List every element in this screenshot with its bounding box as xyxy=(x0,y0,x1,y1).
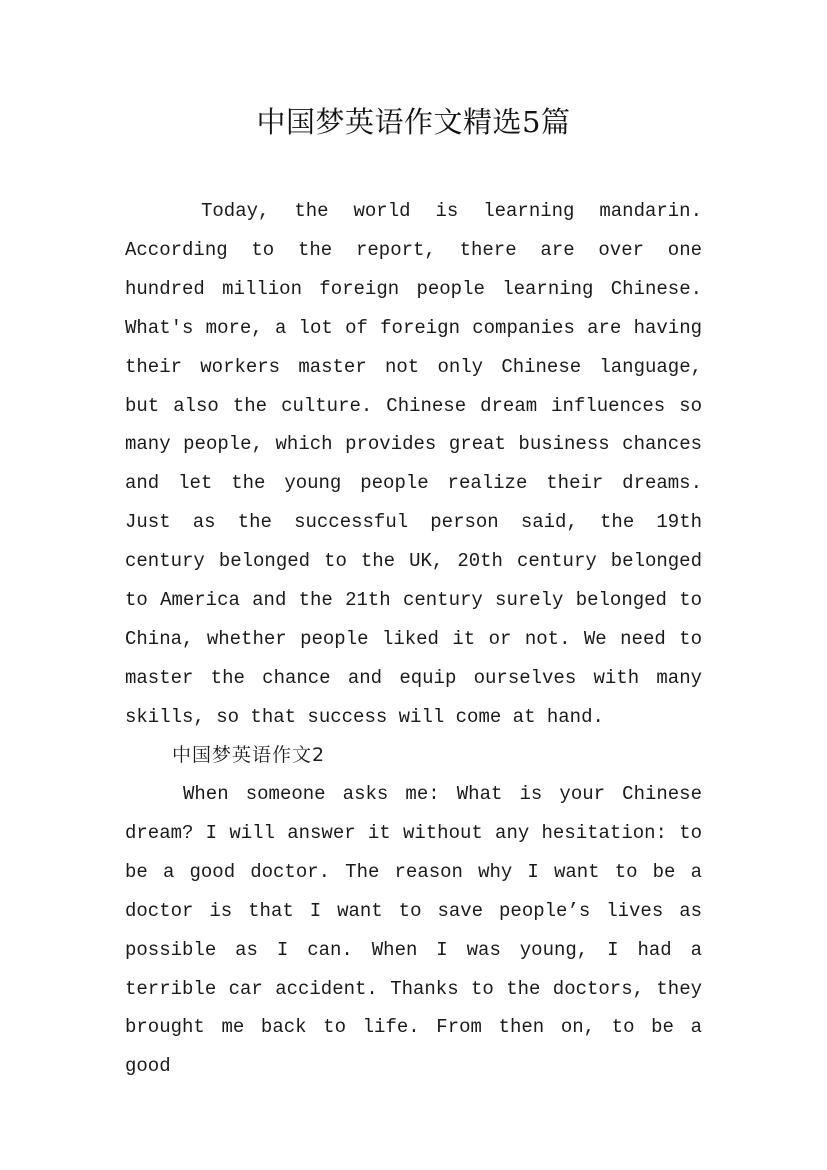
document-title: 中国梦英语作文精选5篇 xyxy=(256,105,571,139)
paragraph-1-text: Today, the world is learning mandarin. According to the report, there are over one hundred million foreign people learning Chinese. What's more, a lot of foreign companies are having their workers master not only Chinese language, but also the culture. Chinese dream influences so many people, which provides great business chances and let the young people realize their dreams. Just as the successful person said, the 19th century belonged to the UK, 20th century belonged to America and the 21th century surely belonged to China, whether people liked it or not. We need to master the chance and equip ourselves with many skills, so that success will come at hand. xyxy=(125,200,702,728)
paragraph-2 xyxy=(125,775,702,1086)
essay-2-heading: 中国梦英语作文2 xyxy=(172,744,326,766)
paragraph-1 xyxy=(125,192,702,737)
paragraph-2-text: When someone asks me: What is your Chinese dream? I will answer it without any hesitation: to be a good doctor. The reason why I want to be a doctor is that I want to save people’s lives as possible as I can. When I was young, I had a terrible car accident. Thanks to the doctors, they brought me back to life. From then on, to be a good xyxy=(125,783,702,1078)
